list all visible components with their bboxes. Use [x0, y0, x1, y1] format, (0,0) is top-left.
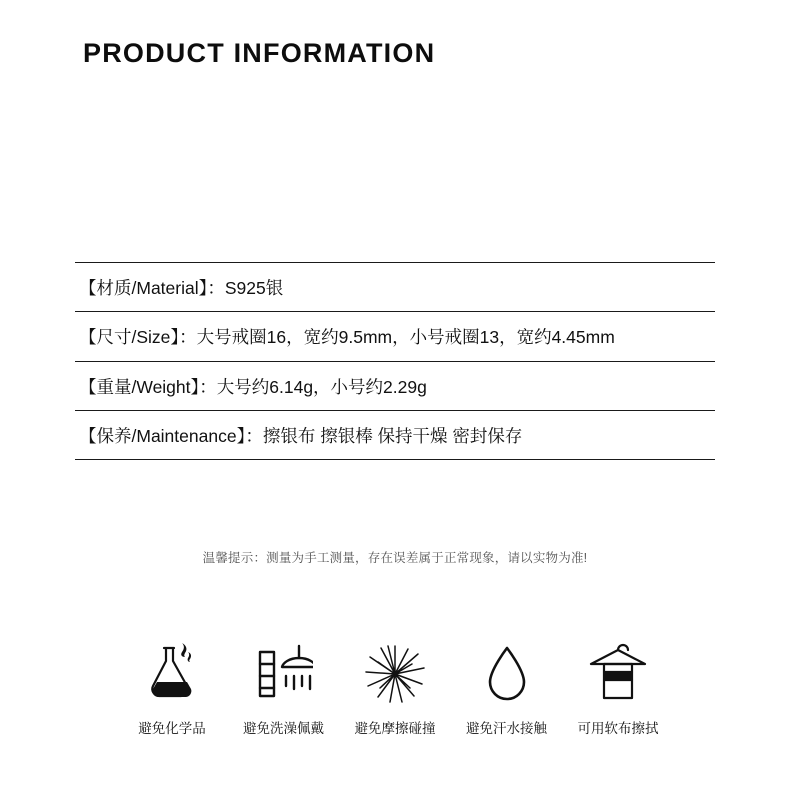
- measurement-note: 温馨提示：测量为手工测量，存在误差属于正常现象，请以实物为准!: [202, 551, 588, 565]
- care-caption: 避免洗澡佩戴: [243, 721, 324, 736]
- table-row: [75, 362, 715, 411]
- chemical-flask-icon: [142, 640, 202, 704]
- page-title: PRODUCT INFORMATION: [83, 38, 436, 68]
- spec-value: S925银: [224, 278, 284, 298]
- spec-value: 大号约6.14g，小号约2.29g: [216, 376, 427, 397]
- care-caption: 可用软布擦拭: [577, 721, 659, 736]
- spec-value: 大号戒圈16，宽约9.5mm，小号戒圈13，宽约4.45mm: [196, 327, 615, 348]
- impact-burst-icon: [364, 640, 426, 704]
- care-icon-row: [120, 640, 670, 737]
- shower-icon: [255, 640, 313, 704]
- spec-label: 【重量/Weight】：: [79, 376, 217, 397]
- towel-hanger-icon: [585, 640, 651, 704]
- care-item-chemical: [120, 640, 224, 737]
- spec-table: [75, 262, 715, 460]
- table-row: [75, 262, 715, 312]
- spec-label: 【材质/Material】：: [79, 278, 225, 298]
- spec-value: 擦银布 擦银棒 保持干燥 密封保存: [262, 425, 523, 446]
- care-item-shower: [232, 640, 336, 737]
- spec-label: 【保养/Maintenance】：: [79, 425, 263, 446]
- care-item-impact: [343, 640, 447, 737]
- care-caption: 避免摩擦碰撞: [354, 721, 436, 736]
- care-item-cloth: [566, 640, 670, 737]
- table-row: [75, 312, 715, 361]
- table-row: [75, 411, 715, 460]
- water-drop-icon: [484, 640, 530, 704]
- care-caption: 避免汗水接触: [466, 721, 547, 736]
- care-caption: 避免化学品: [138, 721, 206, 736]
- spec-label: 【尺寸/Size】：: [79, 327, 197, 348]
- care-item-water: [455, 640, 559, 737]
